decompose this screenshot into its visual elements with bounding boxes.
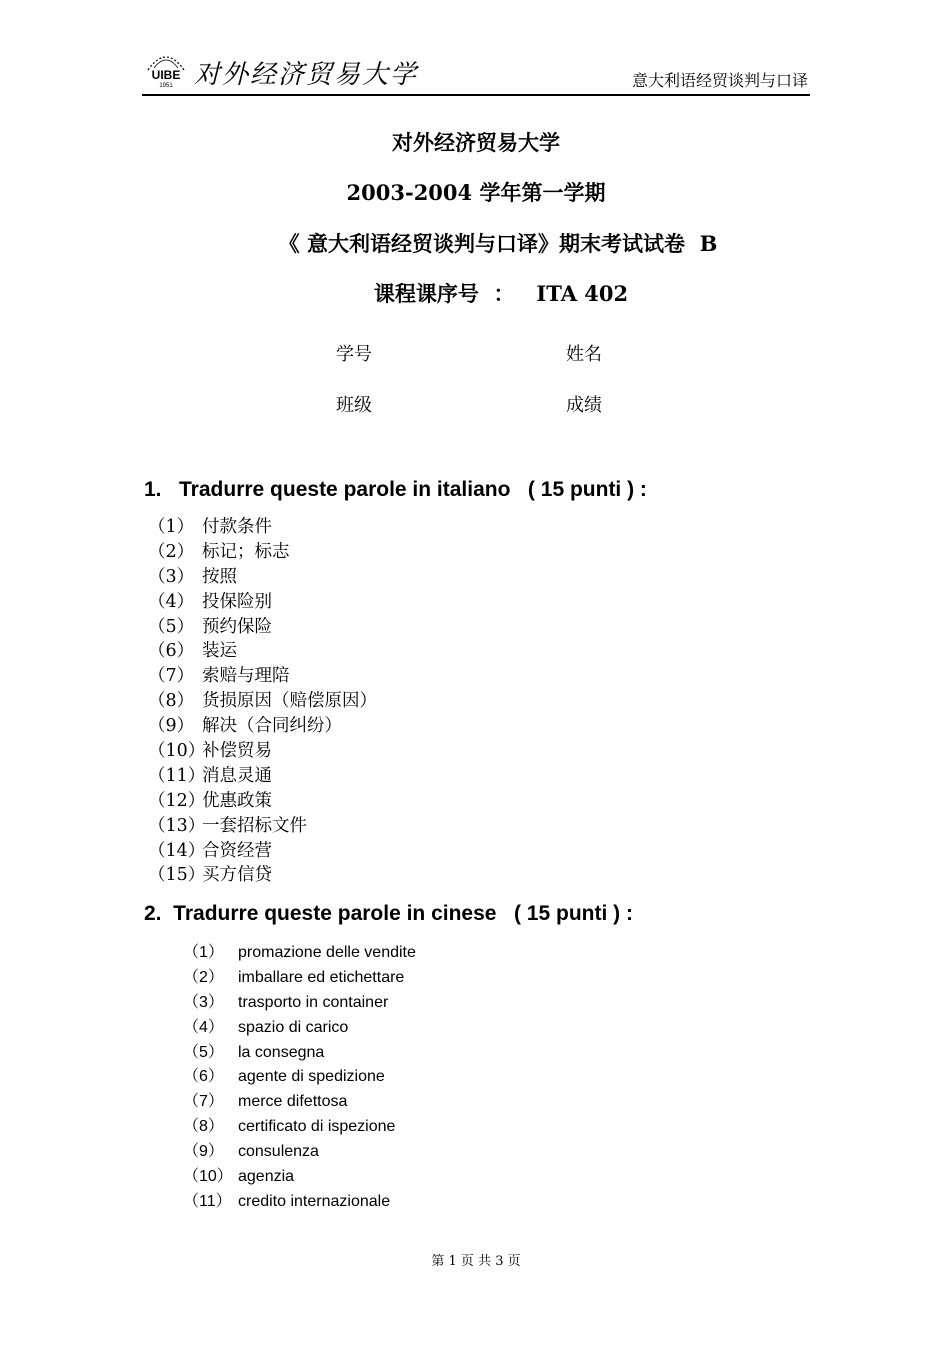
svg-text:UIBE: UIBE xyxy=(151,68,181,82)
item-number: （11） xyxy=(148,765,206,786)
item-number: （2） xyxy=(148,541,195,562)
section-2-list xyxy=(183,941,416,1215)
item-text: imballare ed etichettare xyxy=(238,968,405,986)
item-text: 投保险别 xyxy=(202,591,272,612)
list-item xyxy=(148,714,377,739)
section-1-list xyxy=(148,515,377,888)
list-item xyxy=(148,839,377,864)
item-text: 货损原因（赔偿原因） xyxy=(202,691,377,712)
list-item xyxy=(148,863,377,888)
item-number: （6） xyxy=(148,641,195,662)
university-calligraphy: 对外经济贸易大学 xyxy=(194,60,419,90)
list-item xyxy=(148,515,377,540)
item-number: （8） xyxy=(183,1118,224,1136)
list-item xyxy=(183,1041,416,1066)
item-text: consulenza xyxy=(238,1143,319,1161)
item-text: 预约保险 xyxy=(202,616,272,637)
item-text: 索赔与理陪 xyxy=(202,666,290,687)
item-number: （1） xyxy=(148,517,195,537)
list-item xyxy=(148,689,377,714)
item-number: （3） xyxy=(183,993,224,1011)
item-text: 消息灵通 xyxy=(202,765,272,786)
class-label: 班级 xyxy=(336,395,372,416)
item-number: （1） xyxy=(183,944,224,961)
item-text: trasporto in container xyxy=(238,993,389,1011)
item-text: 装运 xyxy=(202,641,237,662)
list-item xyxy=(183,1016,416,1041)
item-text: promazione delle vendite xyxy=(238,944,416,961)
item-text: 解决（合同纠纷） xyxy=(202,716,342,737)
item-text: agenzia xyxy=(238,1168,295,1186)
list-item xyxy=(183,1065,416,1090)
page-footer: 第 1 页 共 3 页 xyxy=(431,1254,521,1269)
item-number: （10） xyxy=(148,741,206,762)
university-title: 对外经济贸易大学 xyxy=(392,130,560,155)
list-item xyxy=(183,1140,416,1165)
item-number: （10） xyxy=(183,1168,233,1186)
item-text: 补偿贸易 xyxy=(202,741,272,762)
item-text: 一套招标文件 xyxy=(202,815,307,836)
item-number: （9） xyxy=(183,1143,224,1161)
item-text: spazio di carico xyxy=(238,1018,349,1036)
student-name-label: 姓名 xyxy=(566,344,602,365)
item-text: certificato di ispezione xyxy=(238,1118,396,1136)
item-text: 标记；标志 xyxy=(202,541,290,562)
section-2-title: 2. Tradurre queste parole in cinese ( 15 punti ) : xyxy=(144,902,633,925)
list-item xyxy=(183,1090,416,1115)
svg-text:1951: 1951 xyxy=(159,83,173,88)
list-item xyxy=(183,941,416,966)
item-text: 合资经营 xyxy=(202,840,272,861)
list-item xyxy=(148,789,377,814)
item-text: credito internazionale xyxy=(238,1192,391,1210)
score-label: 成绩 xyxy=(566,395,602,416)
item-number: （2） xyxy=(183,968,224,986)
list-item xyxy=(148,814,377,839)
item-number: （4） xyxy=(148,591,195,612)
list-item xyxy=(183,1190,416,1215)
item-number: （11） xyxy=(183,1192,232,1210)
list-item xyxy=(183,1115,416,1140)
item-text: merce difettosa xyxy=(238,1093,348,1111)
list-item xyxy=(183,991,416,1016)
item-number: （12） xyxy=(148,790,206,811)
student-id-label: 学号 xyxy=(336,344,372,365)
list-item xyxy=(183,966,416,991)
item-number: （4） xyxy=(183,1018,224,1036)
course-code: 课程课序号 ： ITA 402 xyxy=(373,281,629,306)
item-number: （7） xyxy=(148,666,195,687)
list-item xyxy=(148,664,377,689)
course-name-header: 意大利语经贸谈判与口译 xyxy=(631,71,808,90)
item-number: （6） xyxy=(183,1068,224,1086)
item-text: 按照 xyxy=(202,566,237,587)
item-text: 优惠政策 xyxy=(202,790,272,811)
item-number: （5） xyxy=(183,1043,224,1061)
page-header xyxy=(142,40,810,96)
list-item xyxy=(183,1165,416,1190)
item-number: （15） xyxy=(148,865,206,886)
item-number: （14） xyxy=(148,840,206,861)
item-number: （7） xyxy=(183,1093,224,1111)
item-number: （3） xyxy=(148,566,195,587)
section-1-title: 1. Tradurre queste parole in italiano ( 15 punti ) : xyxy=(144,478,647,501)
list-item xyxy=(148,540,377,565)
list-item xyxy=(148,615,377,640)
list-item xyxy=(148,639,377,664)
item-number: （5） xyxy=(148,616,195,637)
list-item xyxy=(148,739,377,764)
list-item xyxy=(148,565,377,590)
item-text: 买方信贷 xyxy=(202,865,272,886)
list-item xyxy=(148,764,377,789)
item-number: （8） xyxy=(148,691,195,712)
item-number: （13） xyxy=(148,815,206,836)
university-logo-icon xyxy=(144,48,188,88)
term-title: 2003-2004 学年第一学期 xyxy=(346,180,606,205)
item-text: la consegna xyxy=(238,1043,325,1061)
item-text: 付款条件 xyxy=(202,517,272,537)
exam-title: 《 意大利语经贸谈判与口译》期末考试试卷 B xyxy=(278,231,718,256)
item-text: agente di spedizione xyxy=(238,1068,385,1086)
item-number: （9） xyxy=(148,716,195,737)
list-item xyxy=(148,590,377,615)
